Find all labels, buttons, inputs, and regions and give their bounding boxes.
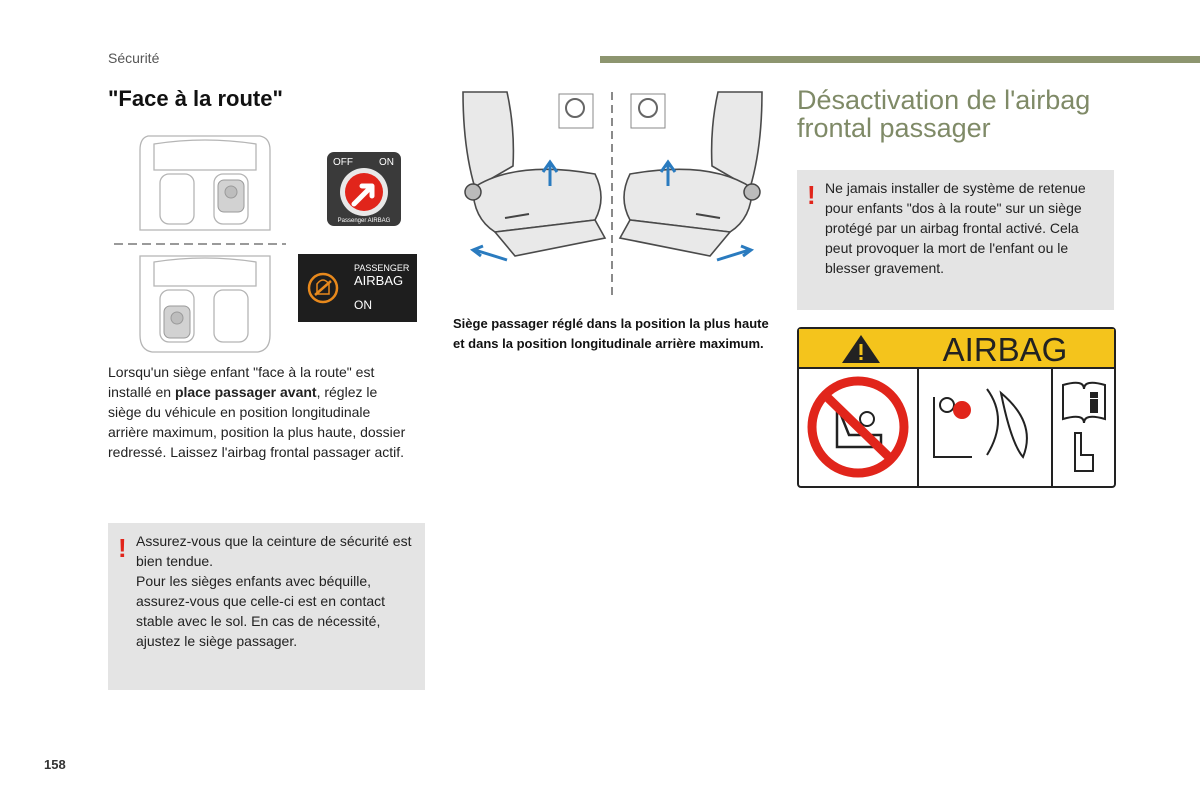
airbag-warning-label	[797, 327, 1116, 488]
seat-adjustment-illustration	[455, 88, 770, 303]
seat-caption: Siège passager réglé dans la position la plus haute et dans la position longitudinale arrière maximum.	[453, 316, 769, 351]
paragraph-bold: place passager avant	[174, 384, 317, 400]
warning-line-2: Pour les sièges enfants avec béquille, assurez-vous que celle-ci est en contact stable avec le sol. En cas de nécessité, ajustez le siège passager.	[136, 573, 386, 649]
warning-icon: !	[807, 180, 816, 210]
page-number: 158	[44, 757, 66, 772]
airbag-label-title: AIRBAG	[942, 331, 1068, 368]
paragraph-part-2: , réglez le siège du véhicule en position longitudinale arrière maximum, position la plus haute, dossier redressé. Laissez l'airbag frontal passager actif.	[108, 384, 406, 460]
installation-paragraph	[108, 362, 408, 462]
seatbelt-warning-box	[108, 523, 425, 690]
indicator-passenger: PASSENGER	[354, 263, 410, 273]
car-top-view-illustration	[110, 130, 290, 360]
rear-facing-warning-box	[797, 170, 1114, 310]
warning-icon: !	[118, 533, 127, 563]
warning-line-1: Assurez-vous que la ceinture de sécurité est bien tendue.	[136, 533, 412, 569]
rear-facing-warning-text: Ne jamais installer de système de retenue pour enfants "dos à la route" sur un siège protégé par un airbag frontal activé. Cela peut provoquer la mort de l'enfant ou le blesser gravement.	[825, 180, 1086, 276]
indicator-airbag: AIRBAG	[354, 273, 404, 288]
indicator-on: ON	[354, 298, 372, 312]
switch-off-label: OFF	[333, 157, 353, 168]
right-title: Désactivation de l'airbag frontal passager	[797, 85, 1091, 143]
passenger-airbag-switch	[327, 152, 401, 226]
section-label: Sécurité	[108, 50, 160, 66]
paragraph-part-1: Lorsqu'un siège enfant "face à la route" est installé en	[108, 364, 375, 400]
switch-passenger-label: Passenger AIRBAG	[337, 218, 391, 224]
switch-on-label: ON	[379, 157, 394, 168]
seatbelt-warning-text	[136, 531, 414, 651]
left-title: "Face à la route"	[108, 86, 283, 111]
no-rear-facing-seat-icon	[812, 381, 904, 473]
passenger-airbag-on-indicator	[298, 254, 417, 322]
section-color-bar	[600, 56, 1200, 63]
